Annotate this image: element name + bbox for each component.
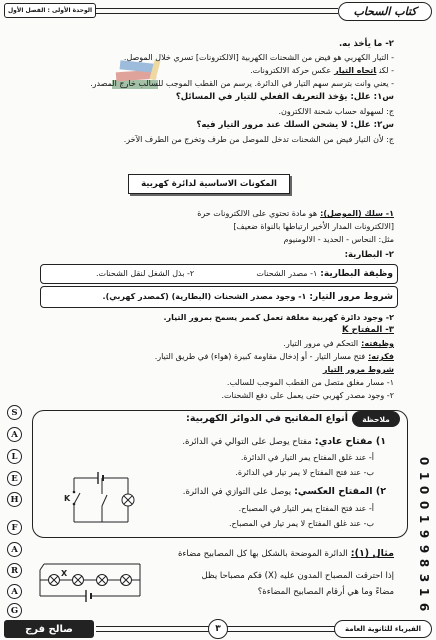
switch-contact xyxy=(73,503,76,506)
answer-2: ج: لأن التيار فيض من الشحنات تدخل للموصل من طرف وتخرج من الطرف الآخر. xyxy=(123,135,394,144)
side-digit-value: 1 xyxy=(416,514,431,524)
bulbs-circuit-diagram xyxy=(34,560,146,604)
subject-box xyxy=(334,620,432,638)
side-digit-value: 9 xyxy=(416,529,431,539)
switch-idea-text: فتح مسار التيار - أو إدخال مقاومة كبيرة (هواء) في طريق التيار. xyxy=(154,352,366,361)
battery-function-label: وظيفة البطارية: xyxy=(320,269,393,279)
current-conditions-row xyxy=(40,286,398,308)
circuit-wire xyxy=(74,478,128,522)
intro-line-3: - يعني وانت بترسم سهم التيار في الدائرة. يرسم من القطب الموجب للسالب خارج المصدر. xyxy=(90,79,394,88)
switch-heading: ٣- المفتاح K xyxy=(342,325,394,335)
side-digit xyxy=(417,542,431,556)
side-letter: L xyxy=(7,449,22,464)
switch-function-label: وظيفته: xyxy=(361,339,394,348)
battery-heading: ٢- البطارية: xyxy=(344,250,394,260)
switch-circuit-diagram xyxy=(62,472,138,528)
side-digit xyxy=(417,483,431,497)
header-rule xyxy=(94,8,338,14)
switch-type-2-point-a: أ- عند فتح المفتاح يمر التيار في المصباح. xyxy=(238,504,374,513)
switch-type-1-text: مفتاح يوصل على التوالي في الدائرة. xyxy=(182,437,312,447)
intro-line-2-prefix: - لكن xyxy=(379,66,394,75)
current-direction-term: اتجاه التيار xyxy=(334,66,377,75)
unit-chapter-box xyxy=(4,3,96,18)
bulb-icon xyxy=(73,575,84,586)
side-digit xyxy=(417,600,431,614)
wire-text: هو مادة تحتوي على الالكترونات حرة xyxy=(197,209,318,218)
burnt-bulb-x-label: X xyxy=(61,569,68,578)
switch-type-1-point-a: أ- عند غلق المفتاح يمر التيار في الدائرة. xyxy=(240,453,374,462)
wire-note: [الالكترونات المدار الأخير ارتباطها بالنواة ضعيف] xyxy=(233,222,394,231)
switch-type-2-label: ٢) المفتاح العكسي: xyxy=(294,486,386,497)
current-condition-1: ١- وجود مصدر الشحنات (البطارية) (كمصدر كهربي). xyxy=(102,292,307,301)
page-number-badge xyxy=(208,619,228,639)
side-letter: A xyxy=(7,542,22,557)
wire-examples: مثل: النحاس - الحديد - الالومنيوم xyxy=(283,235,394,244)
side-digit-value: 9 xyxy=(416,544,431,554)
switch-type-2 xyxy=(183,486,386,498)
subject-label: الفيزياء للثانوية العامة xyxy=(344,625,422,633)
side-digit-value: 1 xyxy=(416,471,431,481)
side-digit-value: 0 xyxy=(416,485,431,495)
components-title: المكونات الاساسية لدائرة كهربية xyxy=(141,179,277,189)
note-tag xyxy=(352,411,400,427)
side-letter: G xyxy=(7,603,22,618)
wire-label: ١- سلك (الموصل): xyxy=(320,209,394,218)
bulb-icon xyxy=(121,575,132,586)
side-digit xyxy=(417,571,431,585)
book-title: كتاب السحاب xyxy=(353,5,417,18)
intro-line-1: - التيار الكهربي هو فيض من الشحنات الكهربية [الالكترونات] تسري خلال الموصل. xyxy=(123,53,394,62)
current-condition-2: ٢- وجود دائرة كهربية مغلقة تعمل كممر يسمح بمرور التيار. xyxy=(163,313,394,322)
switch-contact xyxy=(73,491,76,494)
example-line-1: الدائرة الموضحة بالشكل بها كل المصابيح مضاءة xyxy=(177,549,348,559)
note-tag-label: ملاحظة xyxy=(362,414,390,424)
side-digit xyxy=(417,512,431,526)
intro-line-2 xyxy=(250,65,394,76)
note-title: أنواع المفاتيح في الدوائر الكهربية: xyxy=(186,413,348,424)
battery-function-right xyxy=(256,269,393,279)
intro-line-2-suffix: عكس حركة الالكترونات. xyxy=(250,66,332,75)
side-digit-value: 0 xyxy=(416,500,431,510)
question-2: س٢: علل: لا يشحن السلك عند مرور التيار فيه؟ xyxy=(196,120,394,130)
intro-heading: ٢- ما يأخذ به. xyxy=(338,39,394,49)
side-digit-value: 1 xyxy=(416,587,431,597)
side-letter: A xyxy=(7,427,22,442)
bulb-icon xyxy=(122,494,134,506)
switch-lever xyxy=(102,495,107,506)
switch-k-label: K xyxy=(64,494,71,503)
current-conditions-content xyxy=(103,292,393,302)
switch-function-text: التحكم في مرور التيار. xyxy=(283,339,359,348)
side-digit xyxy=(417,498,431,512)
switch-type-2-text: يوصل على التوازي في الدائرة. xyxy=(182,487,292,497)
example-line-3: مضاءً وما هي أرقام المصابيح المضاءة؟ xyxy=(257,587,394,597)
answer-1: ج: لسهولة حساب شحنة الالكترون. xyxy=(278,107,394,116)
side-digit xyxy=(417,585,431,599)
book-title-box xyxy=(338,2,432,21)
side-digit-value: 3 xyxy=(416,573,431,583)
author-name: صالح فرج xyxy=(25,623,73,635)
switch-type-2-point-b: ب- عند غلق المفتاح لا يمر تيار في المصباح. xyxy=(228,519,374,528)
side-digit-value: 6 xyxy=(416,602,431,612)
example-line-2: إذا احترقت المصباح المدون عليه (X) فكم مصباحا يظل xyxy=(201,571,394,581)
switch-condition-2: ٢- وجود مصدر كهربي حتى يعمل على دفع الشحنات. xyxy=(221,391,394,400)
side-letter: S xyxy=(7,405,22,420)
switch-idea-label: فكرته: xyxy=(368,352,394,361)
switch-lever xyxy=(74,493,80,504)
side-digit xyxy=(417,454,431,468)
switch-type-1-point-b: ب- عند فتح المفتاح لا يمر تيار في الدائرة. xyxy=(235,468,374,477)
switch-function xyxy=(283,338,394,349)
switch-idea xyxy=(155,351,394,362)
battery-function-row xyxy=(40,264,398,284)
switch-conditions-heading: شروط مرور التيار xyxy=(322,365,394,374)
battery-function-2: ٢- بذل الشغل لنقل الشحنات. xyxy=(96,269,195,278)
side-digit-value: 8 xyxy=(416,558,431,568)
battery-function-1: ١- مصدر الشحنات xyxy=(256,269,318,278)
side-letter: F xyxy=(7,520,22,535)
current-conditions-label: شروط مرور التيار: xyxy=(309,292,393,302)
example-1 xyxy=(178,548,394,560)
side-letter: R xyxy=(7,563,22,578)
side-digit xyxy=(417,469,431,483)
bulb-icon xyxy=(97,575,108,586)
side-letter: A xyxy=(7,584,22,599)
side-letter: E xyxy=(7,471,22,486)
side-digit-value: 0 xyxy=(416,456,431,466)
example-label: مثال (١): xyxy=(350,548,394,559)
side-digit xyxy=(417,527,431,541)
author-box xyxy=(4,620,94,638)
switch-type-1 xyxy=(182,436,386,448)
side-digit xyxy=(417,556,431,570)
switch-condition-1: ١- مسار مغلق متصل من القطب الموجب للسالب. xyxy=(226,378,394,387)
wire-definition xyxy=(197,208,394,219)
bulb-icon xyxy=(49,575,60,586)
side-letter: H xyxy=(7,492,22,507)
switch-type-1-label: ١) مفتاح عادي: xyxy=(314,436,386,447)
components-title-box xyxy=(128,174,290,194)
question-1: س١: علل: يؤخذ التعريف الفعلي للتيار في المسائل؟ xyxy=(175,92,394,102)
unit-chapter-label: الوحدة الأولى : الفصل الأول xyxy=(7,7,93,14)
page-number: ٣ xyxy=(215,624,221,634)
